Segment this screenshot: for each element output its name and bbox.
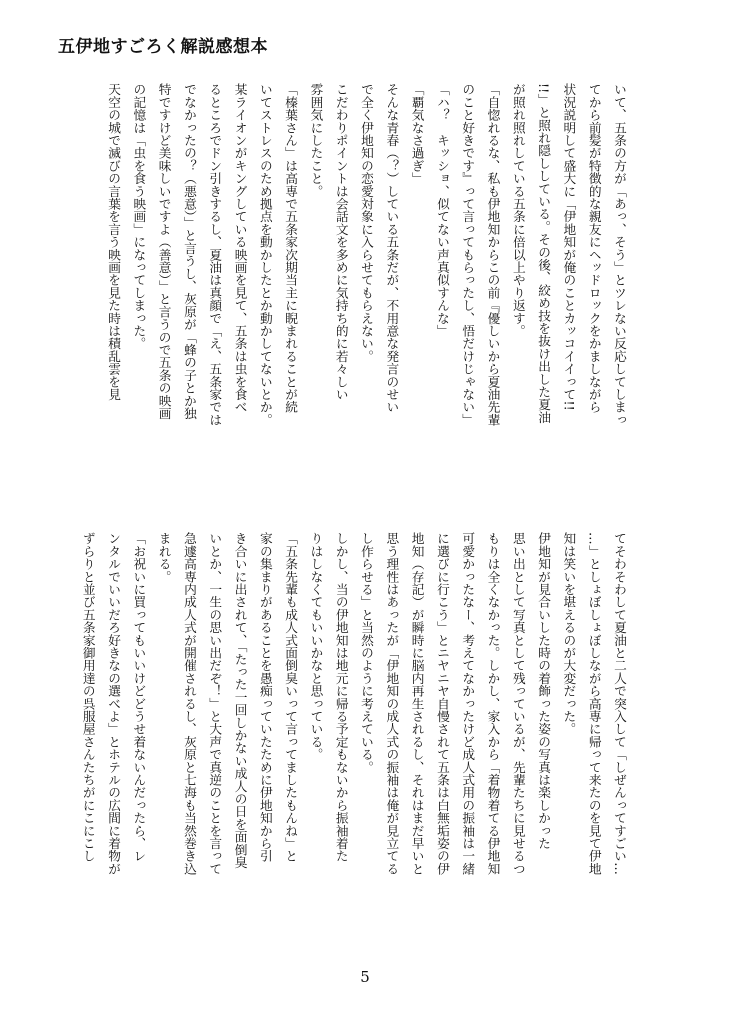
text-column: 可愛かったなー、考えてなかったけど成人式用の振袖は一緒 bbox=[460, 532, 476, 875]
text-column: りはしなくてもいいかなと思っている。 bbox=[308, 532, 324, 761]
text-column: いて、五条の方が「あっ、そう」とツレない反応してしまっ bbox=[612, 83, 627, 426]
text-column: てそわそわして夏油と二人で突入して「しぜんってすごい… bbox=[612, 532, 627, 875]
text-column: てから前髪が特徴的な親友にヘッドロックをかましながら bbox=[586, 83, 602, 414]
text-column: 知は笑いを堪えるのが大変だった。 bbox=[561, 532, 577, 736]
text-column: き合いに出されて、「たった一回しかない成人の日を面倒臭 bbox=[232, 532, 248, 869]
text-column: に選びに行こう」とニヤニヤ自慢されて五条は白無垢姿の伊 bbox=[434, 532, 450, 875]
text-column: そんな青春（？）している五条だが、不用意な発言のせい bbox=[384, 83, 400, 414]
text-column: 急遽高専内成人式が開催されるし、灰原と七海も当然巻き込 bbox=[181, 532, 197, 875]
text-column: いとか、一生の思い出だぞ！」と大声で真逆のことを言って bbox=[207, 532, 223, 875]
text-column: !!」と照れ隠ししている。その後、絞め技を抜け出した夏油 bbox=[536, 83, 552, 424]
page-number: 5 bbox=[360, 968, 370, 986]
text-column: …」としょぼしょぼしながら高専に帰って来たのを見て伊地 bbox=[586, 532, 602, 875]
text-column: ずらりと並び五条家御用達の呉服屋さんたちがにこにこし bbox=[80, 532, 96, 863]
text-column: が照れ照れしている五条に倍以上やり返す。 bbox=[510, 83, 526, 337]
text-column: るところでドン引きするし、夏油は真顔で「え、五条家では bbox=[207, 83, 223, 426]
page-title: 五伊地すごろく解説感想本 bbox=[58, 37, 268, 57]
text-column: いてストレスのため拠点を動かしたとか動かしてないとか。 bbox=[257, 83, 273, 426]
text-column: もりは全くなかった。しかし、家入から「着物着てる伊地知 bbox=[485, 532, 501, 875]
text-column: 「五条先輩も成人式面倒臭いって言ってましたもんね」と bbox=[283, 532, 299, 863]
text-column: 雰囲気にしたこと。 bbox=[308, 83, 324, 198]
text-column: 天空の城で滅びの言葉を言う映画を見た時は積乱雲を見 bbox=[106, 83, 122, 401]
text-block-lower bbox=[62, 532, 632, 948]
text-column: 「自惚れるな、私も伊地知からこの前『優しいから夏油先輩 bbox=[485, 83, 501, 426]
text-column: まれる。 bbox=[156, 532, 172, 583]
text-column: の記憶は「虫を食う映画」になってしまった。 bbox=[131, 83, 147, 350]
text-column: 伊地知が見合いした時の着飾った姿の写真は楽しかった bbox=[536, 532, 552, 850]
text-column: しかし、当の伊地知は地元に帰る予定もないから振袖着た bbox=[333, 532, 349, 863]
text-column: 家の集まりがあることを愚痴っていたために伊地知から引 bbox=[257, 532, 273, 863]
text-column: ンタルでいいだろ好きなの選べよ」とホテルの広間に着物が bbox=[106, 532, 122, 875]
text-column: 「お祝いに買ってもいいけどどうせ着ないんだったら、レ bbox=[131, 532, 147, 863]
text-column: 特ですけど美味しいですよ（善意）」と言うので五条の映画 bbox=[156, 83, 172, 420]
text-column: 状況説明して盛大に「伊地知が俺のことカッコイイって!! bbox=[561, 83, 577, 411]
text-column: のこと好きです』って言ってもらったし、悟だけじゃない」 bbox=[460, 83, 476, 426]
text-column: 思う理性はあったが「伊地知の成人式の振袖は俺が見立てる bbox=[384, 532, 400, 875]
text-column: こだわりポイントは会話文を多めに気持ち的に若々しい bbox=[333, 83, 349, 401]
text-column: で全く伊地知の恋愛対象に入らせてもらえない。 bbox=[359, 83, 375, 363]
text-column: 「ハ？ キッショ、似てない声真似すんな」 bbox=[434, 83, 450, 337]
text-column: 「榛葉さん」は高専で五条家次期当主に睨まれることが続 bbox=[283, 83, 299, 414]
text-column: 地知（存記）が瞬時に脳内再生されるし、それはまだ早いと bbox=[409, 532, 425, 875]
text-column: 思い出として写真として残っているが、先輩たちに見せるつ bbox=[510, 532, 526, 875]
text-block-upper bbox=[62, 83, 632, 503]
text-column: し作らせる」と当然のように考えている。 bbox=[359, 532, 375, 774]
text-column: 「覇気なさ過ぎ」 bbox=[409, 83, 425, 185]
text-column: でなかったの？（悪意）」と言うし、灰原が「蜂の子とか独 bbox=[181, 83, 197, 420]
text-column: 某ライオンがキングしている映画を見て、五条は虫を食べ bbox=[232, 83, 248, 414]
